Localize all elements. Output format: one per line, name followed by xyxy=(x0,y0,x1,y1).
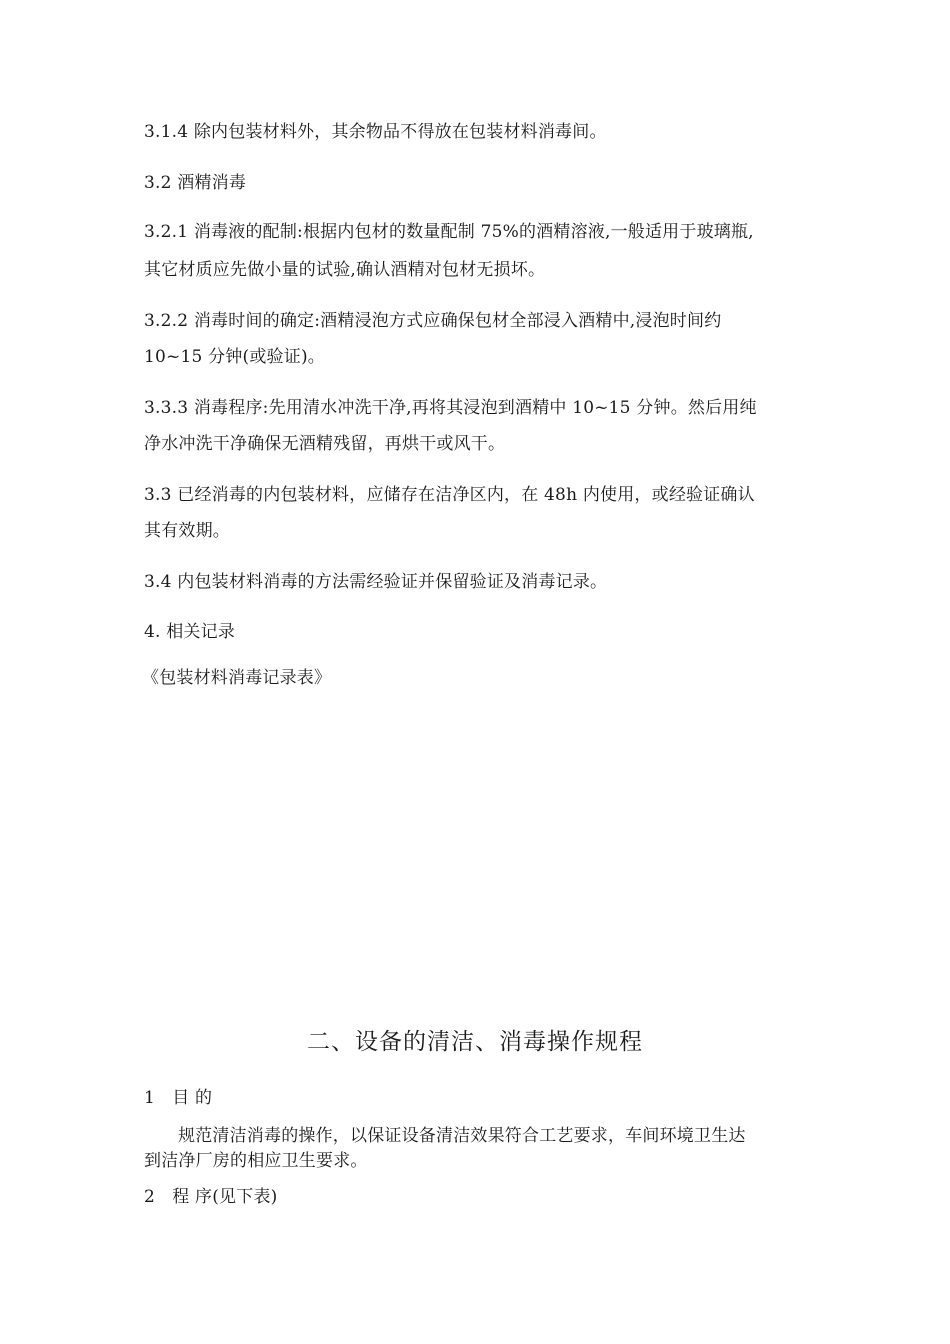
heading-1-purpose: 1 目 的 xyxy=(144,1088,213,1108)
clause-3-3-3-line2: 净水冲洗干净确保无酒精残留，再烘干或风干。 xyxy=(144,434,506,454)
clause-3-1-4: 3.1.4 除内包装材料外，其余物品不得放在包装材料消毒间。 xyxy=(144,122,607,142)
clause-3-2-1-line1: 3.2.1 消毒液的配制:根据内包材的数量配制 75%的酒精溶液,一般适用于玻璃瓶, xyxy=(144,222,754,242)
clause-3-4: 3.4 内包装材料消毒的方法需经验证并保留验证及消毒记录。 xyxy=(144,572,608,592)
clause-3-3-line2: 其有效期。 xyxy=(144,521,230,541)
clause-3-2-1-line2: 其它材质应先做小量的试验,确认酒精对包材无损坏。 xyxy=(144,260,546,280)
clause-3-2-2-line1: 3.2.2 消毒时间的确定:酒精浸泡方式应确保包材全部浸入酒精中,浸泡时间约 xyxy=(144,311,722,331)
heading-2-procedure: 2 程 序(见下表) xyxy=(144,1187,278,1207)
heading-4-related-records: 4. 相关记录 xyxy=(144,622,236,642)
section-title: 二、设备的清洁、消毒操作规程 xyxy=(307,1029,643,1055)
purpose-line1: 规范清洁消毒的操作，以保证设备清洁效果符合工艺要求，车间环境卫生达 xyxy=(178,1126,746,1146)
purpose-line2: 到洁净厂房的相应卫生要求。 xyxy=(144,1151,368,1171)
clause-3-3-line1: 3.3 已经消毒的内包装材料，应储存在洁净区内，在 48h 内使用，或经验证确认 xyxy=(144,485,755,505)
record-form-title: 《包装材料消毒记录表》 xyxy=(142,668,332,688)
clause-3-2-2-line2: 10~15 分钟(或验证)。 xyxy=(144,347,325,367)
heading-3-2: 3.2 酒精消毒 xyxy=(144,173,247,193)
clause-3-3-3-line1: 3.3.3 消毒程序:先用清水冲洗干净,再将其浸泡到酒精中 10~15 分钟。然后用纯 xyxy=(144,398,757,418)
